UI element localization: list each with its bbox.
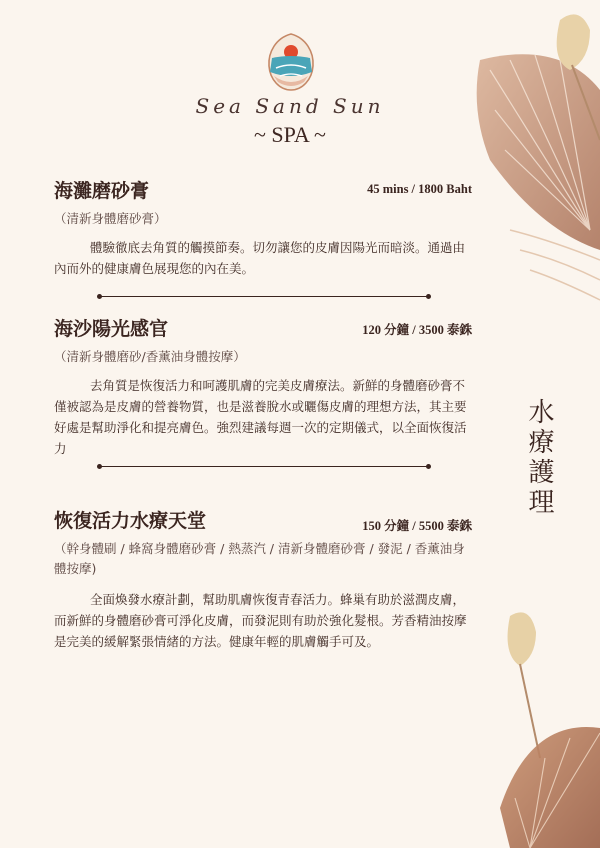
- service-description: 體驗徹底去角質的觸摸節奏。切勿讓您的皮膚因陽光而暗淡。通過由內而外的健康膚色展現您的內在美。: [54, 240, 466, 276]
- service-description: 去角質是恢復活力和呵護肌膚的完美皮膚療法。新鮮的身體磨砂膏不僅被認為是皮膚的營養物質，也是滋養脫水或曬傷皮膚的理想方法，其主要好處是幫助淨化和提亮膚色。強烈建議每週一次的定期儀式，以全面恢復活力: [54, 378, 467, 456]
- sun-sea-logo-icon: [266, 32, 316, 92]
- side-heading: 水療護理: [524, 398, 554, 518]
- brand-name: Sea Sand Sun: [195, 94, 385, 118]
- service-price: 150 分鐘 / 5500 泰銖: [362, 519, 472, 533]
- section-divider: [99, 296, 429, 297]
- service-subtitle: （幹身體刷 / 蜂窩身體磨砂膏 / 熱蒸汽 / 清新身體磨砂膏 / 發泥 / 香薰油身體按摩): [54, 541, 465, 576]
- service-title: 海灘磨砂膏: [54, 180, 150, 202]
- service-title: 海沙陽光感官: [54, 318, 169, 340]
- dried-palm-leaf-icon: [450, 0, 600, 320]
- service-beach-scrub: [54, 176, 472, 279]
- service-title: 恢復活力水療天堂: [54, 510, 207, 532]
- service-subtitle: （清新身體磨砂膏）: [54, 211, 167, 226]
- service-price: 120 分鐘 / 3500 泰銖: [362, 323, 472, 337]
- brand-subtitle: ~ SPA ~: [254, 122, 326, 147]
- service-sea-sand-sense: [54, 314, 472, 459]
- service-description: 全面煥發水療計劃，幫助肌膚恢復青春活力。蜂巢有助於滋潤皮膚，而新鮮的身體磨砂膏可淨化皮膚，而發泥則有助於強化髮根。芳香精油按摩是完美的緩解緊張情緒的方法。健康年輕的肌膚觸手可及。: [54, 592, 467, 649]
- service-price: 45 mins / 1800 Baht: [367, 182, 472, 196]
- service-rejuvenating-spa: [54, 506, 472, 652]
- service-subtitle: （清新身體磨砂/香薰油身體按摩）: [54, 349, 246, 364]
- section-divider: [99, 466, 429, 467]
- dried-flower-icon: [490, 608, 600, 848]
